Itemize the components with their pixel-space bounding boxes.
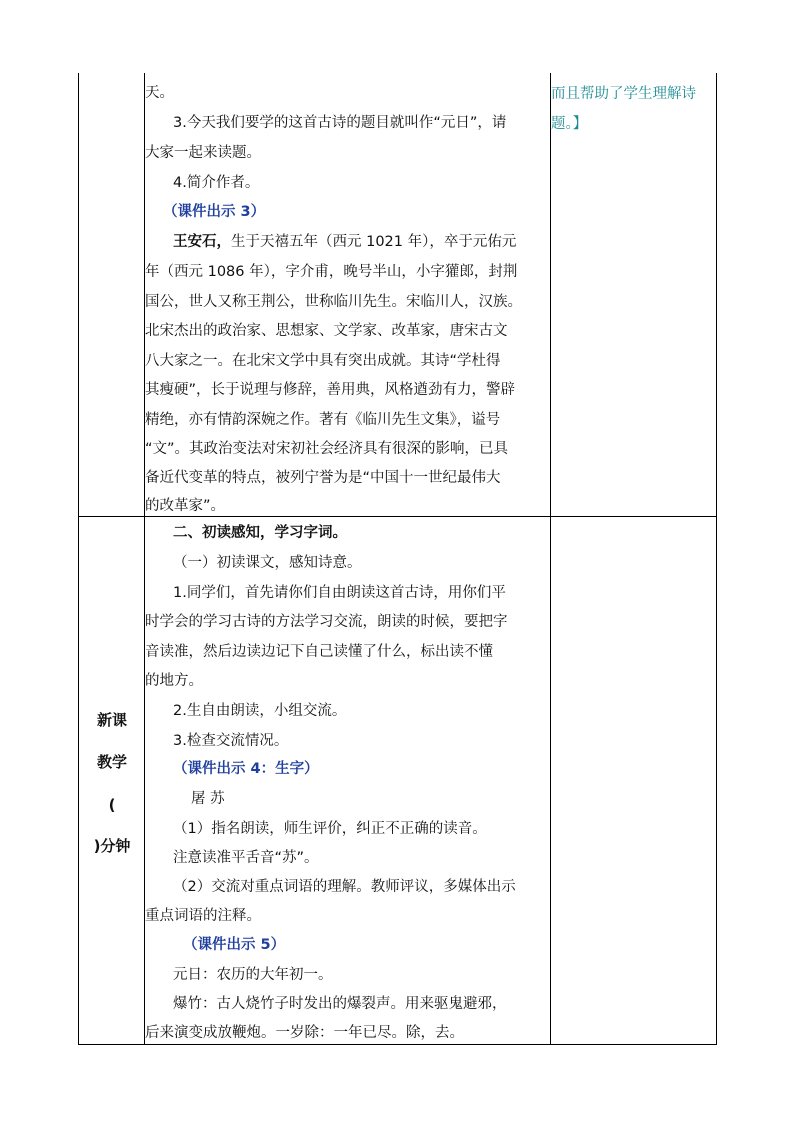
text-line: 时学会的学习古诗的方法学习交流，朗读的时候，要把字	[145, 614, 508, 630]
text-line: 的地方。	[145, 673, 203, 689]
text-line: 3.今天我们要学的这首古诗的题目就叫作“元日”，请	[173, 115, 507, 131]
courseware-label: （课件出示 3）	[163, 204, 266, 220]
text-line: 元日：农历的大年初一。	[173, 967, 333, 983]
text-line: 北宋杰出的政治家、思想家、文学家、改革家，唐宋古文	[145, 323, 508, 339]
text-line: 精绝，亦有情韵深婉之作。著有《临川先生文集》，谥号	[145, 412, 501, 428]
table-row-divider	[78, 516, 717, 517]
text-line: 天。	[145, 85, 174, 101]
text-line: 备近代变革的特点，被列宁誉为是“中国十一世纪最伟大	[145, 470, 501, 486]
text-line: 1.同学们，首先请你们自由朗读这首古诗，用你们平	[173, 585, 506, 601]
text-line: 后来演变成放鞭炮。一岁除：一年已尽。除，去。	[145, 1025, 464, 1041]
text-line: 大家一起来读题。	[145, 145, 261, 161]
text-line: 年（西元 1086 年），字介甫，晚号半山，小字獾郎，封荆	[145, 264, 518, 280]
text-line: “文”。其政治变法对宋初社会经济具有很深的影响，已具	[145, 441, 509, 457]
subsection-heading: （一）初读课文，感知诗意。	[173, 555, 362, 571]
text-line: 2.生自由朗读，小组交流。	[173, 703, 347, 719]
text-line: 注意读准平舌音“苏”。	[173, 850, 319, 866]
side-label-line: 教学	[96, 753, 127, 771]
text-line: 其瘦硬”，长于说理与修辞，善用典，风格遒劲有力，警辟	[145, 382, 516, 398]
text-line: 爆竹：古人烧竹子时发出的爆裂声。用来驱鬼避邪，	[173, 996, 507, 1012]
text-line: 4.简介作者。	[173, 175, 260, 191]
text-line: 的改革家”。	[145, 498, 226, 514]
text-line: 重点词语的注释。	[145, 908, 261, 924]
author-intro: 生于天禧五年（西元 1021 年），卒于元佑元	[231, 234, 517, 250]
text-line: 国公，世人又称王荆公，世称临川先生。宋临川人，汉族。	[145, 294, 522, 310]
courseware-label: （课件出示 4：生字）	[173, 761, 319, 777]
table-border-right	[716, 73, 717, 1045]
text-line: （1）指名朗读，师生评价，纠正不正确的读音。	[173, 821, 487, 837]
note-line: 而且帮助了学生理解诗	[551, 86, 696, 102]
author-name: 王安石，	[173, 234, 231, 250]
text-line: 屠 苏	[191, 791, 225, 807]
courseware-label: （课件出示 5）	[183, 937, 286, 953]
table-divider-2	[550, 73, 551, 1045]
side-label-line: )分钟	[93, 837, 131, 855]
table-border-left	[78, 73, 79, 1045]
note-line: 题。】	[551, 116, 588, 132]
side-label-line: (	[108, 796, 116, 814]
text-line: （2）交流对重点词语的理解。教师评议，多媒体出示	[173, 879, 516, 895]
table-divider-1	[144, 73, 145, 1045]
section-heading: 二、初读感知，学习字词。	[173, 525, 347, 541]
side-label-line: 新课	[96, 711, 127, 729]
text-line: 3.检查交流情况。	[173, 733, 289, 749]
text-line: 八大家之一。在北宋文学中具有突出成就。其诗“学杜得	[145, 353, 501, 369]
table-border-bottom	[78, 1044, 717, 1045]
text-line: 音读准，然后边读边记下自己读懂了什么，标出读不懂	[145, 644, 493, 660]
text-line	[173, 234, 516, 251]
